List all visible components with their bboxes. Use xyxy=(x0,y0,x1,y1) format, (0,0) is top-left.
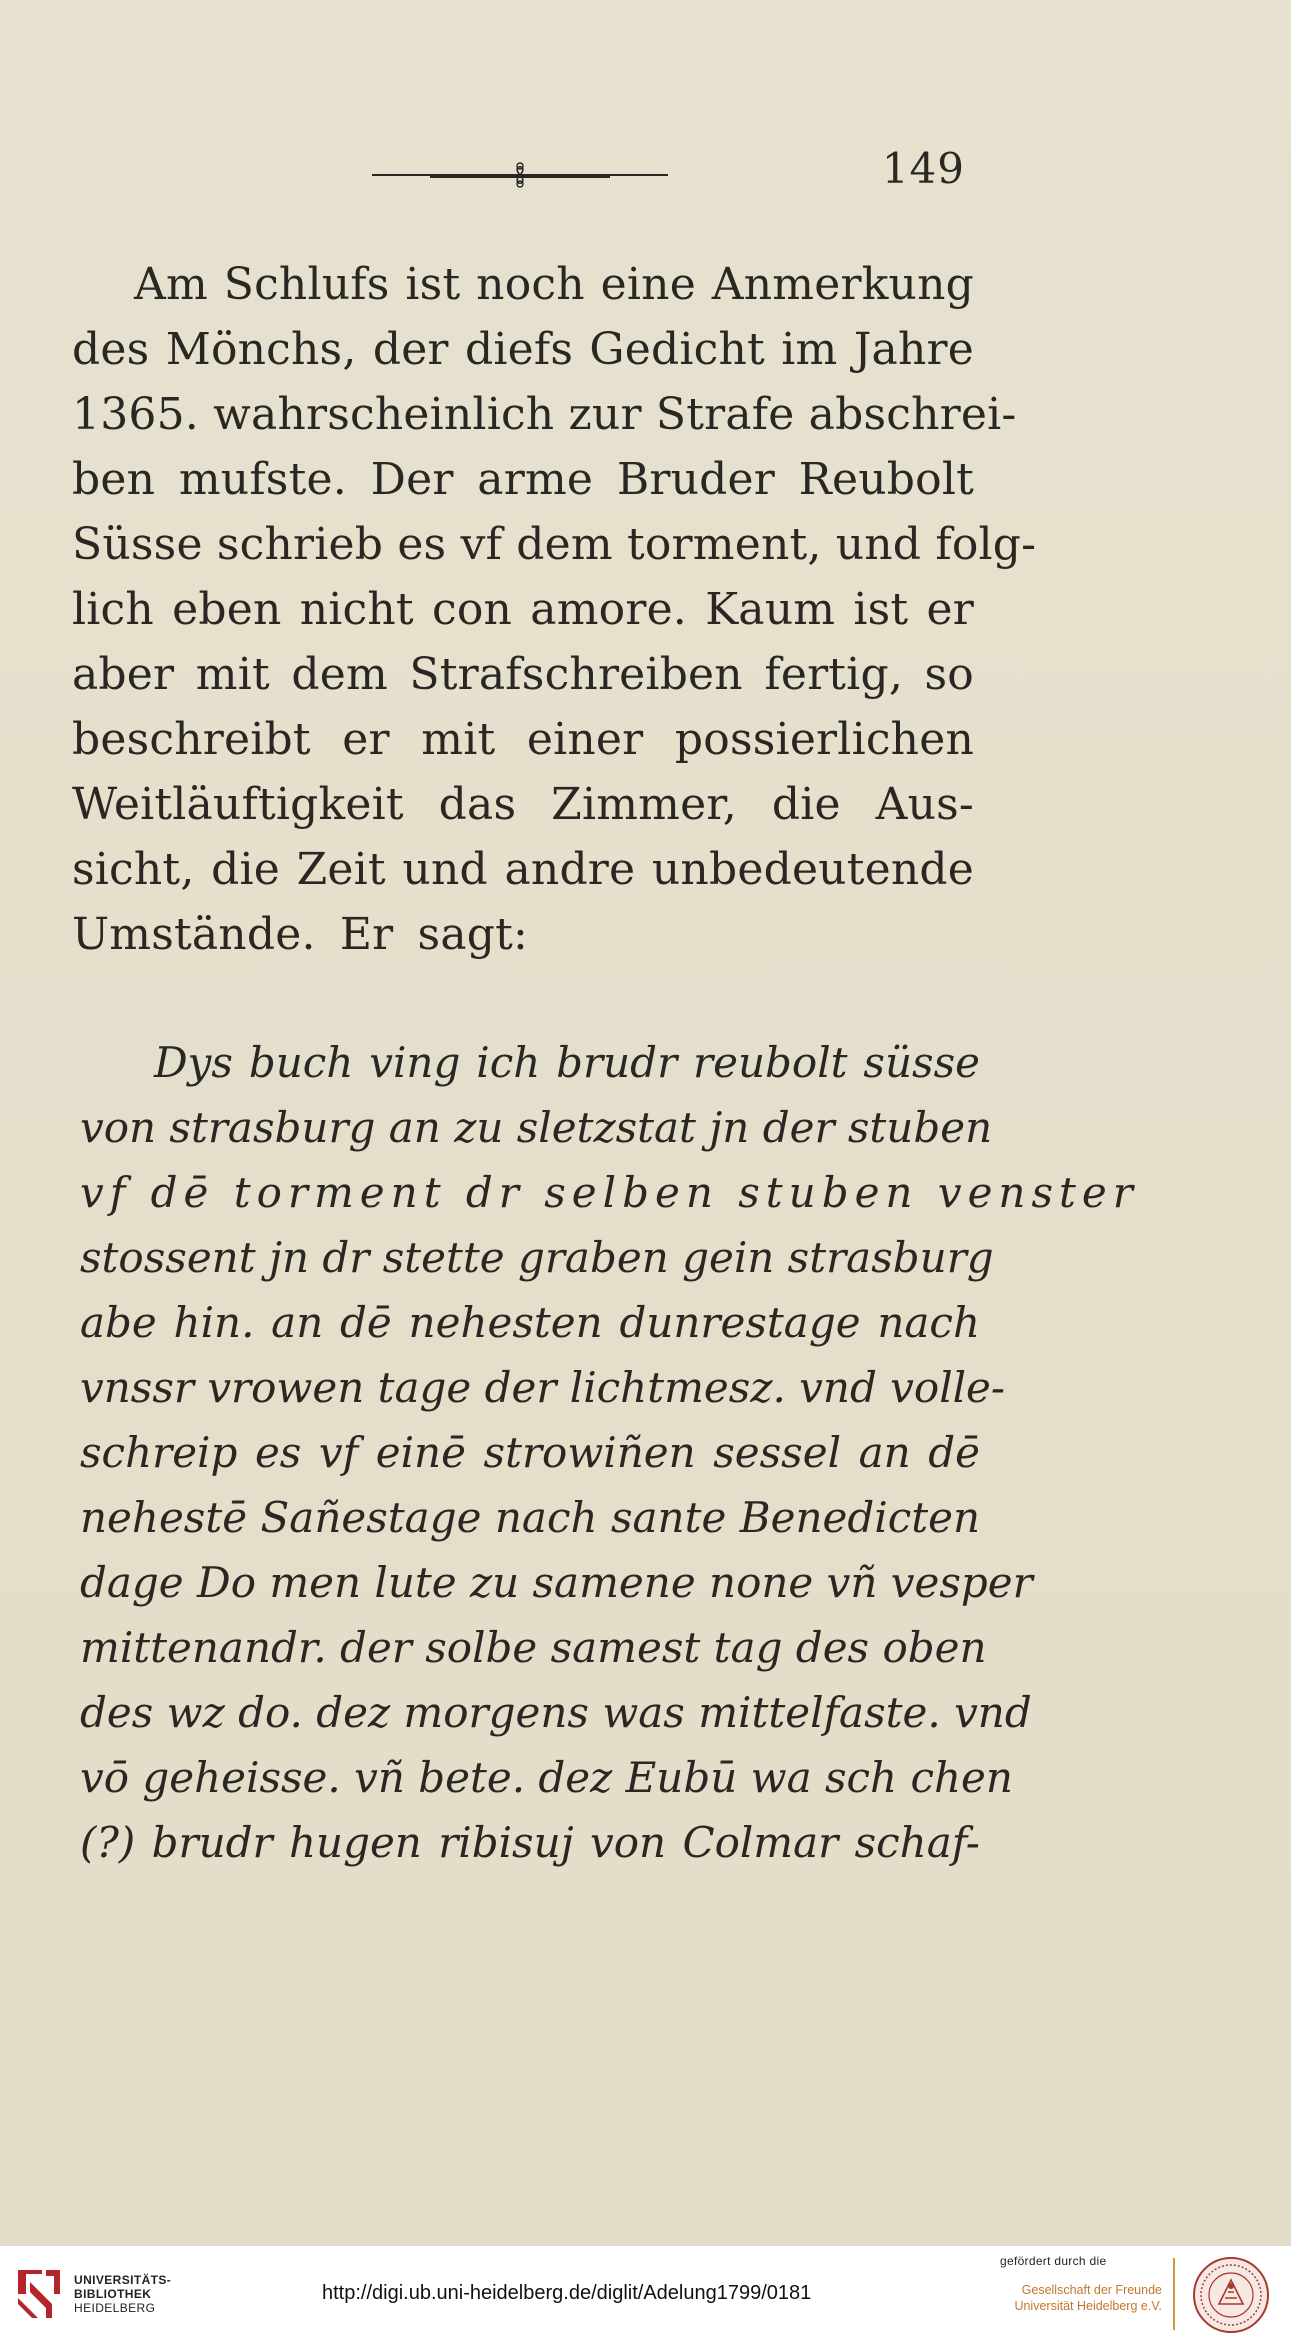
paragraph-line: ben mufste. Der arme Bruder Reubolt xyxy=(72,454,974,505)
quote-line: vō geheisse. vñ bete. dez Eubū wa sch chen xyxy=(80,1753,1013,1802)
quote-line: dage Do men lute zu samene none vñ vesper xyxy=(80,1558,1033,1607)
quote-line: abe hin. an dē nehesten dunrestage nach xyxy=(80,1298,980,1347)
quote-line: von strasburg an zu sletzstat jn der stuben xyxy=(80,1103,993,1152)
sponsor-block xyxy=(1000,2254,1162,2314)
quote-line: vnssr vrowen tage der lichtmesz. vnd volle- xyxy=(80,1363,1006,1412)
viewer-footer xyxy=(0,2245,1291,2342)
paragraph-line: lich eben nicht con amore. Kaum ist er xyxy=(72,584,974,635)
library-name-line: HEIDELBERG xyxy=(74,2301,156,2315)
sponsor-divider xyxy=(1173,2258,1175,2330)
paragraph-line: beschreibt er mit einer possierlichen xyxy=(72,714,974,765)
sponsor-intro: gefördert durch die xyxy=(1000,2254,1107,2268)
sponsor-org-name[interactable] xyxy=(1000,2282,1162,2314)
main-paragraph xyxy=(72,252,1037,967)
paragraph-line: Weitläuftigkeit das Zimmer, die Aus- xyxy=(72,779,974,830)
paragraph-line: Am Schlufs ist noch eine Anmerkung xyxy=(134,259,974,310)
paragraph-line: sicht, die Zeit und andre unbedeutende xyxy=(72,844,974,895)
quote-line: vf dē torment dr selben stuben venster xyxy=(80,1168,1139,1217)
quote-line: stossent jn dr stette graben gein strasburg xyxy=(80,1233,994,1282)
quote-line: (?) brudr hugen ribisuj von Colmar schaf- xyxy=(80,1818,980,1867)
quote-line: nehestē Sañestage nach sante Benedicten xyxy=(80,1493,980,1542)
sponsor-org-line: Gesellschaft der Freunde xyxy=(1021,2283,1162,2297)
ornament-rule-icon xyxy=(370,162,670,188)
library-name-line: BIBLIOTHEK xyxy=(74,2287,152,2301)
sponsor-org-line: Universität Heidelberg e.V. xyxy=(1014,2299,1162,2313)
page-number: 149 xyxy=(881,144,965,193)
university-seal-icon[interactable] xyxy=(1192,2256,1270,2334)
paragraph-line: Umstände. Er sagt: xyxy=(72,909,529,960)
library-logo-icon[interactable] xyxy=(12,2264,66,2324)
quote-line: schreip es vf einē strowiñen sessel an dē xyxy=(80,1428,980,1477)
quoted-passage xyxy=(80,1030,1139,1875)
quote-line: des wz do. dez morgens was mittelfaste. vnd xyxy=(80,1688,1032,1737)
paragraph-line: 1365. wahrscheinlich zur Strafe abschrei- xyxy=(72,389,1017,440)
permalink-url[interactable]: http://digi.ub.uni-heidelberg.de/diglit/Adelung1799/0181 xyxy=(322,2282,812,2304)
library-name xyxy=(74,2273,171,2315)
library-name-line: UNIVERSITÄTS- xyxy=(74,2273,172,2287)
quote-line: Dys buch ving ich brudr reubolt süsse xyxy=(154,1038,980,1087)
paragraph-line: des Mönchs, der diefs Gedicht im Jahre xyxy=(72,324,974,375)
paragraph-line: Süsse schrieb es vf dem torment, und folg- xyxy=(72,519,1037,570)
quote-line: mittenandr. der solbe samest tag des oben xyxy=(80,1623,987,1672)
paragraph-line: aber mit dem Strafschreiben fertig, so xyxy=(72,649,974,700)
